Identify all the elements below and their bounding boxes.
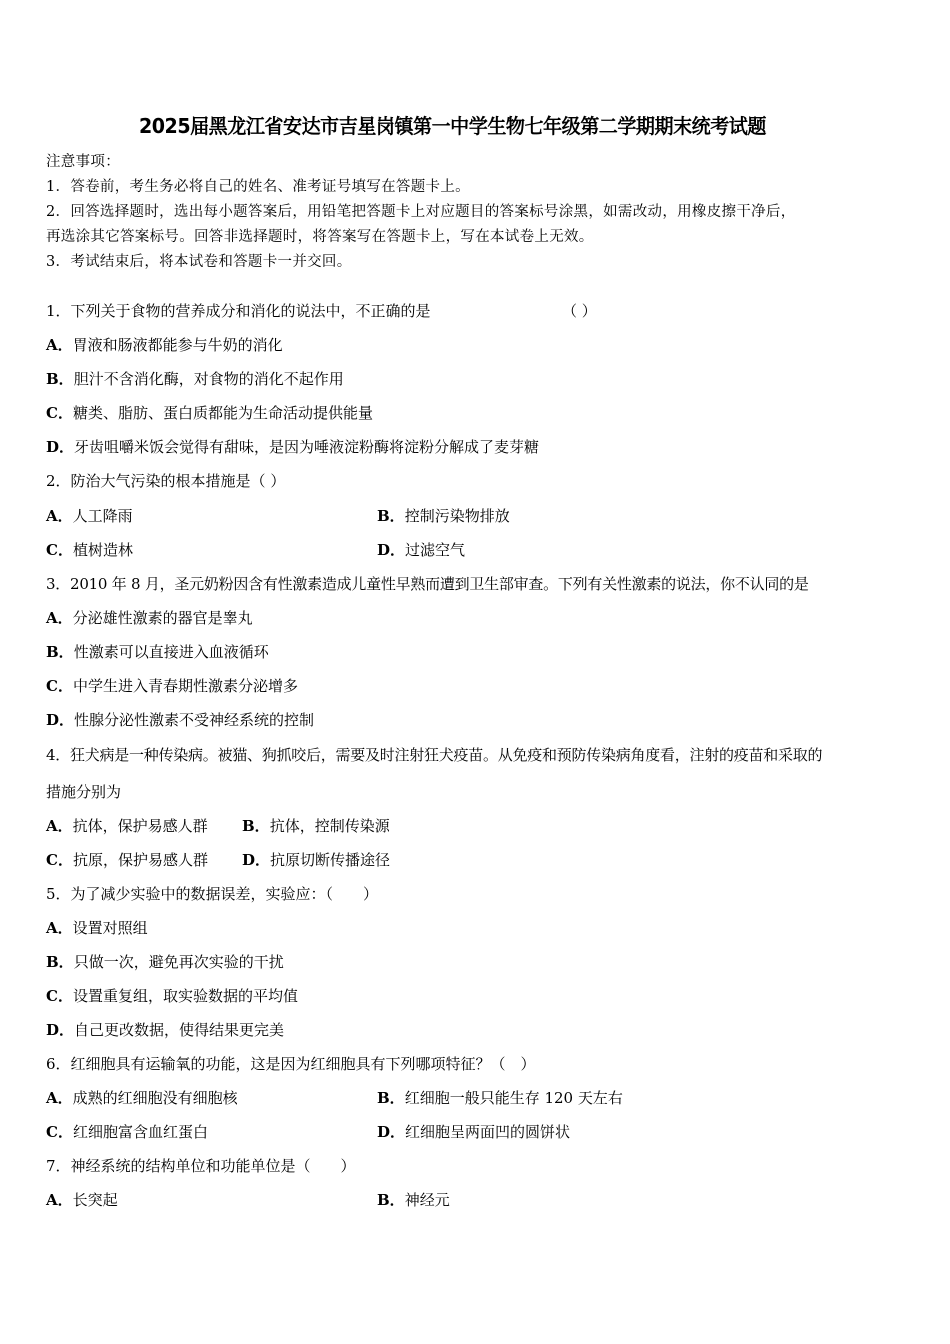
option-letter: A． bbox=[46, 609, 73, 627]
option-a[interactable] bbox=[46, 506, 133, 526]
option-c[interactable] bbox=[46, 850, 208, 870]
question-stem: 2．防治大气污染的根本措施是（ ） bbox=[46, 472, 286, 490]
option-letter: D． bbox=[242, 851, 271, 869]
option-text: 中学生进入青春期性激素分泌增多 bbox=[72, 677, 298, 695]
option-letter: A． bbox=[46, 507, 73, 525]
option-letter: D． bbox=[377, 541, 406, 559]
option-c[interactable] bbox=[46, 403, 373, 423]
option-text: 只做一次，避免再次实验的干扰 bbox=[73, 953, 284, 971]
option-d[interactable] bbox=[46, 710, 314, 730]
option-letter: B． bbox=[46, 953, 74, 971]
option-letter: B． bbox=[377, 507, 405, 525]
option-b[interactable] bbox=[377, 506, 510, 526]
option-b[interactable] bbox=[46, 642, 269, 662]
option-letter: B． bbox=[46, 643, 74, 661]
question-stem: 7．神经系统的结构单位和功能单位是（ ） bbox=[46, 1157, 356, 1175]
option-letter: D． bbox=[46, 1021, 75, 1039]
option-b[interactable] bbox=[46, 369, 344, 389]
exam-title: 2025届黑龙江省安达市吉星岗镇第一中学生物七年级第二学期期末统考试题 bbox=[138, 114, 766, 138]
question-stem: 1．下列关于食物的营养成分和消化的说法中，不正确的是 bbox=[46, 302, 431, 320]
option-text: 成熟的红细胞没有细胞核 bbox=[72, 1089, 238, 1107]
option-d[interactable] bbox=[377, 1122, 570, 1142]
option-c[interactable] bbox=[46, 986, 298, 1006]
option-text: 过滤空气 bbox=[405, 541, 466, 559]
option-text: 抗原切断传播途径 bbox=[270, 851, 391, 869]
answer-blank: （ ） bbox=[562, 302, 597, 320]
option-letter: D． bbox=[46, 438, 75, 456]
option-d[interactable] bbox=[46, 1020, 284, 1040]
option-text: 植树造林 bbox=[72, 541, 133, 559]
option-letter: B． bbox=[46, 370, 74, 388]
option-letter: B． bbox=[242, 817, 270, 835]
option-text: 分泌雄性激素的器官是睾丸 bbox=[72, 609, 253, 627]
option-letter: A． bbox=[46, 817, 73, 835]
option-a[interactable] bbox=[46, 816, 208, 836]
option-text: 抗体，控制传染源 bbox=[269, 817, 390, 835]
option-letter: A． bbox=[46, 1089, 73, 1107]
option-text: 设置重复组，取实验数据的平均值 bbox=[72, 987, 298, 1005]
option-text: 神经元 bbox=[404, 1191, 450, 1209]
option-b[interactable] bbox=[377, 1088, 623, 1108]
option-c[interactable] bbox=[46, 676, 298, 696]
notes-heading: 注意事项： bbox=[46, 154, 120, 170]
option-letter: C． bbox=[46, 1123, 73, 1141]
option-letter: C． bbox=[46, 851, 73, 869]
option-text: 人工降雨 bbox=[72, 507, 133, 525]
option-text: 抗体，保护易感人群 bbox=[72, 817, 208, 835]
option-text: 胃液和肠液都能参与牛奶的消化 bbox=[72, 336, 283, 354]
option-d[interactable] bbox=[377, 540, 465, 560]
option-a[interactable] bbox=[46, 1190, 118, 1210]
note-line: 再选涂其它答案标号。回答非选择题时，将答案写在答题卡上，写在本试卷上无效。 bbox=[46, 229, 594, 245]
option-text: 抗原，保护易感人群 bbox=[72, 851, 208, 869]
option-a[interactable] bbox=[46, 1088, 238, 1108]
option-letter: C． bbox=[46, 677, 73, 695]
question-stem: 3．2010 年 8 月，圣元奶粉因含有性激素造成儿童性早熟而遭到卫生部审查。下列有关性激素的说法，你不认同的是 bbox=[46, 575, 809, 593]
option-text: 胆汁不含消化酶，对食物的消化不起作用 bbox=[73, 370, 344, 388]
note-line: 1．答卷前，考生务必将自己的姓名、准考证号填写在答题卡上。 bbox=[46, 179, 470, 195]
option-letter: B． bbox=[377, 1089, 405, 1107]
option-text: 长突起 bbox=[72, 1191, 118, 1209]
option-letter: A． bbox=[46, 919, 73, 937]
option-c[interactable] bbox=[46, 540, 133, 560]
option-text: 设置对照组 bbox=[72, 919, 148, 937]
option-letter: A． bbox=[46, 1191, 73, 1209]
option-text: 牙齿咀嚼米饭会觉得有甜味，是因为唾液淀粉酶将淀粉分解成了麦芽糖 bbox=[74, 438, 540, 456]
option-letter: D． bbox=[377, 1123, 406, 1141]
option-letter: B． bbox=[377, 1191, 405, 1209]
option-a[interactable] bbox=[46, 608, 253, 628]
option-b[interactable] bbox=[46, 952, 284, 972]
note-line: 3．考试结束后，将本试卷和答题卡一并交回。 bbox=[46, 254, 352, 270]
question-stem-continued: 措施分别为 bbox=[46, 783, 122, 801]
option-a[interactable] bbox=[46, 335, 283, 355]
option-b[interactable] bbox=[242, 816, 390, 836]
option-letter: C． bbox=[46, 987, 73, 1005]
option-c[interactable] bbox=[46, 1122, 208, 1142]
option-text: 性激素可以直接进入血液循环 bbox=[73, 643, 269, 661]
option-text: 控制污染物排放 bbox=[404, 507, 510, 525]
option-letter: C． bbox=[46, 404, 73, 422]
option-letter: A． bbox=[46, 336, 73, 354]
option-letter: D． bbox=[46, 711, 75, 729]
option-b[interactable] bbox=[377, 1190, 450, 1210]
question-stem: 4．狂犬病是一种传染病。被猫、狗抓咬后，需要及时注射狂犬疫苗。从免疫和预防传染病角度看，注射的疫苗和采取的 bbox=[46, 746, 823, 764]
option-text: 自己更改数据，使得结果更完美 bbox=[74, 1021, 285, 1039]
option-text: 红细胞一般只能生存 120 天左右 bbox=[404, 1089, 623, 1107]
option-d[interactable] bbox=[242, 850, 390, 870]
option-text: 红细胞呈两面凹的圆饼状 bbox=[405, 1123, 571, 1141]
question-stem: 6．红细胞具有运输氧的功能，这是因为红细胞具有下列哪项特征？（ ） bbox=[46, 1055, 536, 1073]
question-stem: 5．为了减少实验中的数据误差，实验应：（ ） bbox=[46, 885, 379, 903]
option-letter: C． bbox=[46, 541, 73, 559]
option-text: 红细胞富含血红蛋白 bbox=[72, 1123, 208, 1141]
option-d[interactable] bbox=[46, 437, 539, 457]
option-text: 性腺分泌性激素不受神经系统的控制 bbox=[74, 711, 315, 729]
option-text: 糖类、脂肪、蛋白质都能为生命活动提供能量 bbox=[72, 404, 373, 422]
note-line: 2．回答选择题时，选出每小题答案后，用铅笔把答题卡上对应题目的答案标号涂黑，如需改动，用橡皮擦干净后， bbox=[46, 204, 796, 220]
option-a[interactable] bbox=[46, 918, 148, 938]
